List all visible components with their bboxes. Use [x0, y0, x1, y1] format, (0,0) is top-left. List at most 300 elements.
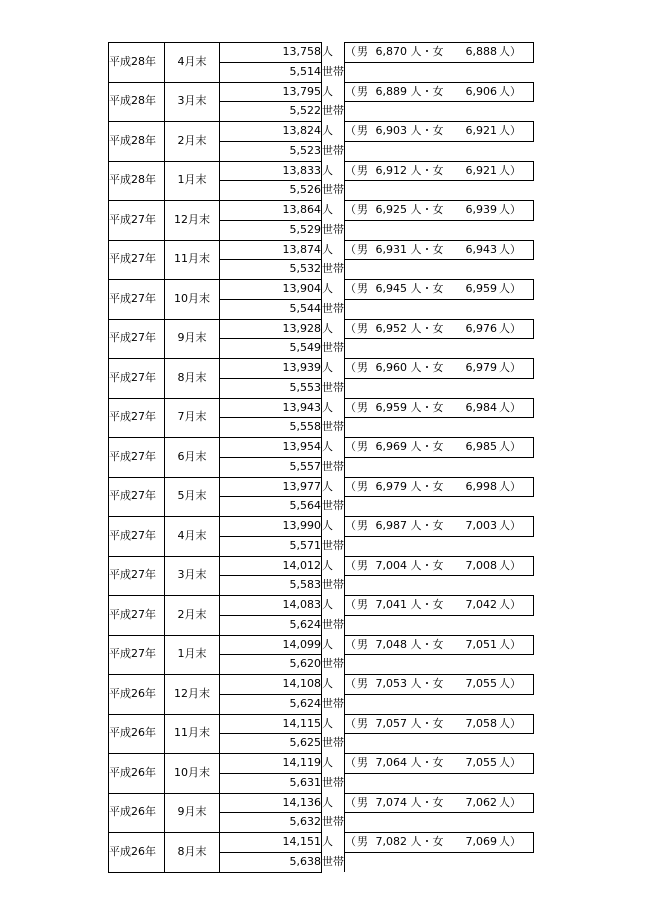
month-cell: 1月末: [165, 161, 220, 201]
gender-breakdown: [345, 438, 534, 458]
month-cell: 5月末: [165, 477, 220, 517]
population-row: [109, 240, 534, 260]
population-row: [109, 754, 534, 774]
male-label: 男: [357, 163, 368, 177]
household-value: 5,624: [289, 617, 321, 631]
population-row: [109, 122, 534, 142]
male-label: 男: [357, 795, 368, 809]
population-value: 13,874: [282, 242, 321, 256]
household-unit: 世帯: [322, 380, 344, 394]
person-unit: 人: [322, 716, 333, 730]
male-label: 男: [357, 835, 368, 848]
open-paren: （: [345, 400, 356, 414]
male-count: 7,064: [375, 756, 407, 769]
close-paren: 人）: [499, 756, 521, 769]
empty-cell: [345, 220, 534, 240]
population-cell: [220, 714, 322, 734]
empty-cell: [345, 655, 534, 675]
month-cell: 10月末: [165, 280, 220, 320]
population-cell: [220, 675, 322, 695]
population-value: 14,136: [282, 795, 321, 809]
population-row: [109, 43, 534, 63]
person-unit: 人: [322, 835, 333, 848]
household-value: 5,631: [289, 775, 321, 789]
month-cell: 8月末: [165, 359, 220, 399]
close-paren: 人）: [499, 677, 521, 690]
empty-cell: [345, 457, 534, 477]
female-count: 6,939: [465, 203, 497, 216]
female-count: 7,058: [465, 716, 497, 730]
person-unit: 人: [322, 479, 333, 493]
household-value: 5,529: [289, 222, 321, 236]
female-count: 6,976: [465, 321, 497, 335]
male-label: 男: [357, 400, 368, 414]
male-count: 6,931: [375, 242, 407, 256]
household-unit: 世帯: [322, 736, 344, 750]
person-unit: 人: [322, 84, 333, 98]
population-value: 14,108: [282, 677, 321, 690]
population-cell: [220, 201, 322, 221]
month-cell: 11月末: [165, 240, 220, 280]
household-cell: [220, 299, 322, 319]
household-unit: 世帯: [322, 775, 344, 789]
population-row: [109, 82, 534, 102]
year-cell: 平成27年: [109, 201, 165, 241]
gender-breakdown: [345, 240, 534, 260]
male-count: 6,912: [375, 163, 407, 177]
female-separator: 人・女: [410, 558, 444, 572]
population-row: [109, 359, 534, 379]
male-count: 7,048: [375, 637, 407, 651]
household-unit: 世帯: [322, 854, 344, 868]
close-paren: 人）: [499, 795, 521, 809]
population-cell: [220, 556, 322, 576]
household-value: 5,571: [289, 538, 321, 552]
household-value: 5,514: [289, 64, 321, 78]
household-cell: [220, 220, 322, 240]
empty-cell: [345, 536, 534, 556]
empty-cell: [345, 694, 534, 714]
open-paren: （: [345, 242, 356, 256]
household-cell: [220, 102, 322, 122]
population-table: [108, 42, 534, 873]
male-count: 6,889: [375, 84, 407, 98]
population-row: [109, 556, 534, 576]
empty-cell: [345, 576, 534, 596]
population-row: [109, 438, 534, 458]
female-count: 6,888: [465, 45, 497, 58]
year-cell: 平成26年: [109, 714, 165, 754]
person-unit: 人: [322, 558, 333, 572]
female-count: 6,906: [465, 84, 497, 98]
household-unit: 世帯: [322, 538, 344, 552]
female-count: 6,979: [465, 361, 497, 374]
male-label: 男: [357, 203, 368, 216]
female-count: 6,921: [465, 124, 497, 137]
population-cell: [220, 161, 322, 181]
male-count: 6,987: [375, 519, 407, 532]
population-row: [109, 833, 534, 853]
male-label: 男: [357, 321, 368, 335]
close-paren: 人）: [499, 637, 521, 651]
population-row: [109, 319, 534, 339]
male-count: 6,959: [375, 400, 407, 414]
person-unit: 人: [322, 203, 333, 216]
household-value: 5,638: [289, 854, 321, 868]
year-cell: 平成27年: [109, 319, 165, 359]
female-count: 6,984: [465, 400, 497, 414]
month-cell: 12月末: [165, 201, 220, 241]
household-cell: [220, 734, 322, 754]
empty-cell: [345, 181, 534, 201]
population-row: [109, 596, 534, 616]
household-value: 5,558: [289, 420, 321, 434]
household-cell: [220, 260, 322, 280]
person-unit: 人: [322, 440, 333, 453]
male-count: 6,945: [375, 282, 407, 295]
person-unit: 人: [322, 242, 333, 256]
month-cell: 10月末: [165, 754, 220, 794]
year-cell: 平成26年: [109, 675, 165, 715]
population-row: [109, 161, 534, 181]
month-cell: 3月末: [165, 556, 220, 596]
population-value: 13,990: [282, 519, 321, 532]
household-cell: [220, 773, 322, 793]
month-cell: 9月末: [165, 793, 220, 833]
person-unit: 人: [322, 321, 333, 335]
year-cell: 平成27年: [109, 477, 165, 517]
male-count: 6,925: [375, 203, 407, 216]
population-row: [109, 201, 534, 221]
female-separator: 人・女: [410, 677, 444, 690]
close-paren: 人）: [499, 321, 521, 335]
open-paren: （: [345, 203, 356, 216]
household-cell: [220, 576, 322, 596]
household-unit: 世帯: [322, 617, 344, 631]
person-unit: 人: [322, 45, 333, 58]
population-cell: [220, 122, 322, 142]
male-count: 6,979: [375, 479, 407, 493]
gender-breakdown: [345, 43, 534, 63]
population-row: [109, 477, 534, 497]
gender-breakdown: [345, 833, 534, 853]
open-paren: （: [345, 716, 356, 730]
household-value: 5,549: [289, 341, 321, 355]
open-paren: （: [345, 558, 356, 572]
male-count: 7,057: [375, 716, 407, 730]
household-cell: [220, 536, 322, 556]
open-paren: （: [345, 84, 356, 98]
gender-breakdown: [345, 122, 534, 142]
person-unit: 人: [322, 519, 333, 532]
month-cell: 9月末: [165, 319, 220, 359]
population-cell: [220, 793, 322, 813]
open-paren: （: [345, 479, 356, 493]
close-paren: 人）: [499, 519, 521, 532]
population-value: 14,119: [282, 756, 321, 769]
close-paren: 人）: [499, 282, 521, 295]
year-cell: 平成27年: [109, 398, 165, 438]
population-row: [109, 635, 534, 655]
population-cell: [220, 398, 322, 418]
year-cell: 平成27年: [109, 517, 165, 557]
open-paren: （: [345, 361, 356, 374]
empty-cell: [345, 62, 534, 82]
close-paren: 人）: [499, 400, 521, 414]
open-paren: （: [345, 45, 356, 58]
female-count: 7,042: [465, 598, 497, 611]
male-count: 7,041: [375, 598, 407, 611]
female-count: 6,959: [465, 282, 497, 295]
female-count: 7,051: [465, 637, 497, 651]
female-count: 6,943: [465, 242, 497, 256]
gender-breakdown: [345, 477, 534, 497]
population-cell: [220, 596, 322, 616]
female-separator: 人・女: [410, 124, 444, 137]
population-cell: [220, 438, 322, 458]
open-paren: （: [345, 795, 356, 809]
household-value: 5,624: [289, 696, 321, 710]
female-separator: 人・女: [410, 716, 444, 730]
household-cell: [220, 457, 322, 477]
open-paren: （: [345, 677, 356, 690]
empty-cell: [345, 102, 534, 122]
population-value: 13,758: [282, 45, 321, 58]
female-count: 7,062: [465, 795, 497, 809]
population-cell: [220, 635, 322, 655]
population-cell: [220, 280, 322, 300]
population-value: 13,943: [282, 400, 321, 414]
female-separator: 人・女: [410, 519, 444, 532]
household-cell: [220, 655, 322, 675]
year-cell: 平成27年: [109, 280, 165, 320]
population-value: 13,977: [282, 479, 321, 493]
close-paren: 人）: [499, 45, 521, 58]
year-cell: 平成27年: [109, 556, 165, 596]
household-unit: 世帯: [322, 262, 344, 276]
open-paren: （: [345, 637, 356, 651]
population-table-body: [109, 43, 534, 873]
person-unit: 人: [322, 795, 333, 809]
household-value: 5,620: [289, 657, 321, 671]
male-count: 6,969: [375, 440, 407, 453]
household-unit: 世帯: [322, 459, 344, 473]
female-separator: 人・女: [410, 203, 444, 216]
gender-breakdown: [345, 359, 534, 379]
close-paren: 人）: [499, 163, 521, 177]
male-count: 6,952: [375, 321, 407, 335]
female-count: 7,055: [465, 677, 497, 690]
month-cell: 12月末: [165, 675, 220, 715]
male-count: 6,903: [375, 124, 407, 137]
household-unit: 世帯: [322, 578, 344, 592]
close-paren: 人）: [499, 203, 521, 216]
male-label: 男: [357, 598, 368, 611]
month-cell: 8月末: [165, 833, 220, 873]
household-cell: [220, 418, 322, 438]
open-paren: （: [345, 321, 356, 335]
year-cell: 平成26年: [109, 833, 165, 873]
population-value: 14,099: [282, 637, 321, 651]
year-cell: 平成27年: [109, 596, 165, 636]
male-label: 男: [357, 519, 368, 532]
gender-breakdown: [345, 596, 534, 616]
month-cell: 1月末: [165, 635, 220, 675]
household-unit: 世帯: [322, 222, 344, 236]
population-cell: [220, 517, 322, 537]
male-count: 7,053: [375, 677, 407, 690]
year-cell: 平成26年: [109, 754, 165, 794]
population-row: [109, 793, 534, 813]
month-cell: 4月末: [165, 43, 220, 83]
person-unit: 人: [322, 163, 333, 177]
open-paren: （: [345, 124, 356, 137]
female-separator: 人・女: [410, 440, 444, 453]
male-count: 7,074: [375, 795, 407, 809]
household-cell: [220, 813, 322, 833]
close-paren: 人）: [499, 440, 521, 453]
month-cell: 11月末: [165, 714, 220, 754]
household-value: 5,553: [289, 380, 321, 394]
population-cell: [220, 833, 322, 853]
female-separator: 人・女: [410, 756, 444, 769]
population-value: 13,904: [282, 282, 321, 295]
gender-breakdown: [345, 82, 534, 102]
female-separator: 人・女: [410, 361, 444, 374]
household-value: 5,564: [289, 499, 321, 513]
household-cell: [220, 852, 322, 872]
empty-cell: [345, 773, 534, 793]
open-paren: （: [345, 440, 356, 453]
household-value: 5,522: [289, 104, 321, 118]
male-label: 男: [357, 124, 368, 137]
population-cell: [220, 319, 322, 339]
male-count: 7,082: [375, 835, 407, 848]
population-cell: [220, 477, 322, 497]
close-paren: 人）: [499, 84, 521, 98]
open-paren: （: [345, 756, 356, 769]
household-value: 5,532: [289, 262, 321, 276]
male-label: 男: [357, 637, 368, 651]
population-value: 13,864: [282, 203, 321, 216]
year-cell: 平成27年: [109, 438, 165, 478]
person-unit: 人: [322, 677, 333, 690]
male-label: 男: [357, 716, 368, 730]
household-cell: [220, 615, 322, 635]
close-paren: 人）: [499, 361, 521, 374]
male-label: 男: [357, 282, 368, 295]
close-paren: 人）: [499, 124, 521, 137]
close-paren: 人）: [499, 835, 521, 848]
month-cell: 2月末: [165, 122, 220, 162]
female-separator: 人・女: [410, 637, 444, 651]
empty-cell: [345, 260, 534, 280]
year-cell: 平成27年: [109, 240, 165, 280]
household-unit: 世帯: [322, 420, 344, 434]
open-paren: （: [345, 519, 356, 532]
household-value: 5,526: [289, 183, 321, 197]
month-cell: 7月末: [165, 398, 220, 438]
person-unit: 人: [322, 400, 333, 414]
household-value: 5,583: [289, 578, 321, 592]
empty-cell: [345, 615, 534, 635]
household-cell: [220, 181, 322, 201]
household-unit: 世帯: [322, 696, 344, 710]
population-value: 13,824: [282, 124, 321, 137]
household-cell: [220, 694, 322, 714]
gender-breakdown: [345, 201, 534, 221]
female-separator: 人・女: [410, 242, 444, 256]
female-separator: 人・女: [410, 835, 444, 848]
male-label: 男: [357, 45, 368, 58]
close-paren: 人）: [499, 479, 521, 493]
empty-cell: [345, 299, 534, 319]
household-value: 5,523: [289, 143, 321, 157]
population-cell: [220, 240, 322, 260]
household-unit: 世帯: [322, 657, 344, 671]
population-value: 14,012: [282, 558, 321, 572]
household-value: 5,544: [289, 301, 321, 315]
year-cell: 平成28年: [109, 122, 165, 162]
female-separator: 人・女: [410, 795, 444, 809]
year-cell: 平成28年: [109, 43, 165, 83]
year-cell: 平成28年: [109, 82, 165, 122]
population-cell: [220, 754, 322, 774]
open-paren: （: [345, 598, 356, 611]
female-separator: 人・女: [410, 479, 444, 493]
year-cell: 平成27年: [109, 635, 165, 675]
household-value: 5,625: [289, 736, 321, 750]
gender-breakdown: [345, 754, 534, 774]
empty-cell: [345, 852, 534, 872]
household-unit: 世帯: [322, 64, 344, 78]
household-cell: [220, 378, 322, 398]
female-separator: 人・女: [410, 163, 444, 177]
household-cell: [220, 141, 322, 161]
month-cell: 6月末: [165, 438, 220, 478]
female-count: 7,003: [465, 519, 497, 532]
female-count: 7,008: [465, 558, 497, 572]
empty-cell: [345, 378, 534, 398]
month-cell: 2月末: [165, 596, 220, 636]
household-unit: 世帯: [322, 143, 344, 157]
female-separator: 人・女: [410, 45, 444, 58]
month-cell: 3月末: [165, 82, 220, 122]
household-unit: 世帯: [322, 499, 344, 513]
empty-cell: [345, 418, 534, 438]
population-value: 13,795: [282, 84, 321, 98]
household-unit: 世帯: [322, 815, 344, 829]
empty-cell: [345, 813, 534, 833]
gender-breakdown: [345, 398, 534, 418]
female-separator: 人・女: [410, 400, 444, 414]
year-cell: 平成27年: [109, 359, 165, 399]
population-value: 13,833: [282, 163, 321, 177]
population-cell: [220, 82, 322, 102]
population-value: 13,928: [282, 321, 321, 335]
female-count: 7,055: [465, 756, 497, 769]
close-paren: 人）: [499, 242, 521, 256]
close-paren: 人）: [499, 558, 521, 572]
female-count: 6,985: [465, 440, 497, 453]
gender-breakdown: [345, 280, 534, 300]
male-label: 男: [357, 84, 368, 98]
household-cell: [220, 497, 322, 517]
person-unit: 人: [322, 282, 333, 295]
gender-breakdown: [345, 675, 534, 695]
gender-breakdown: [345, 556, 534, 576]
male-label: 男: [357, 361, 368, 374]
